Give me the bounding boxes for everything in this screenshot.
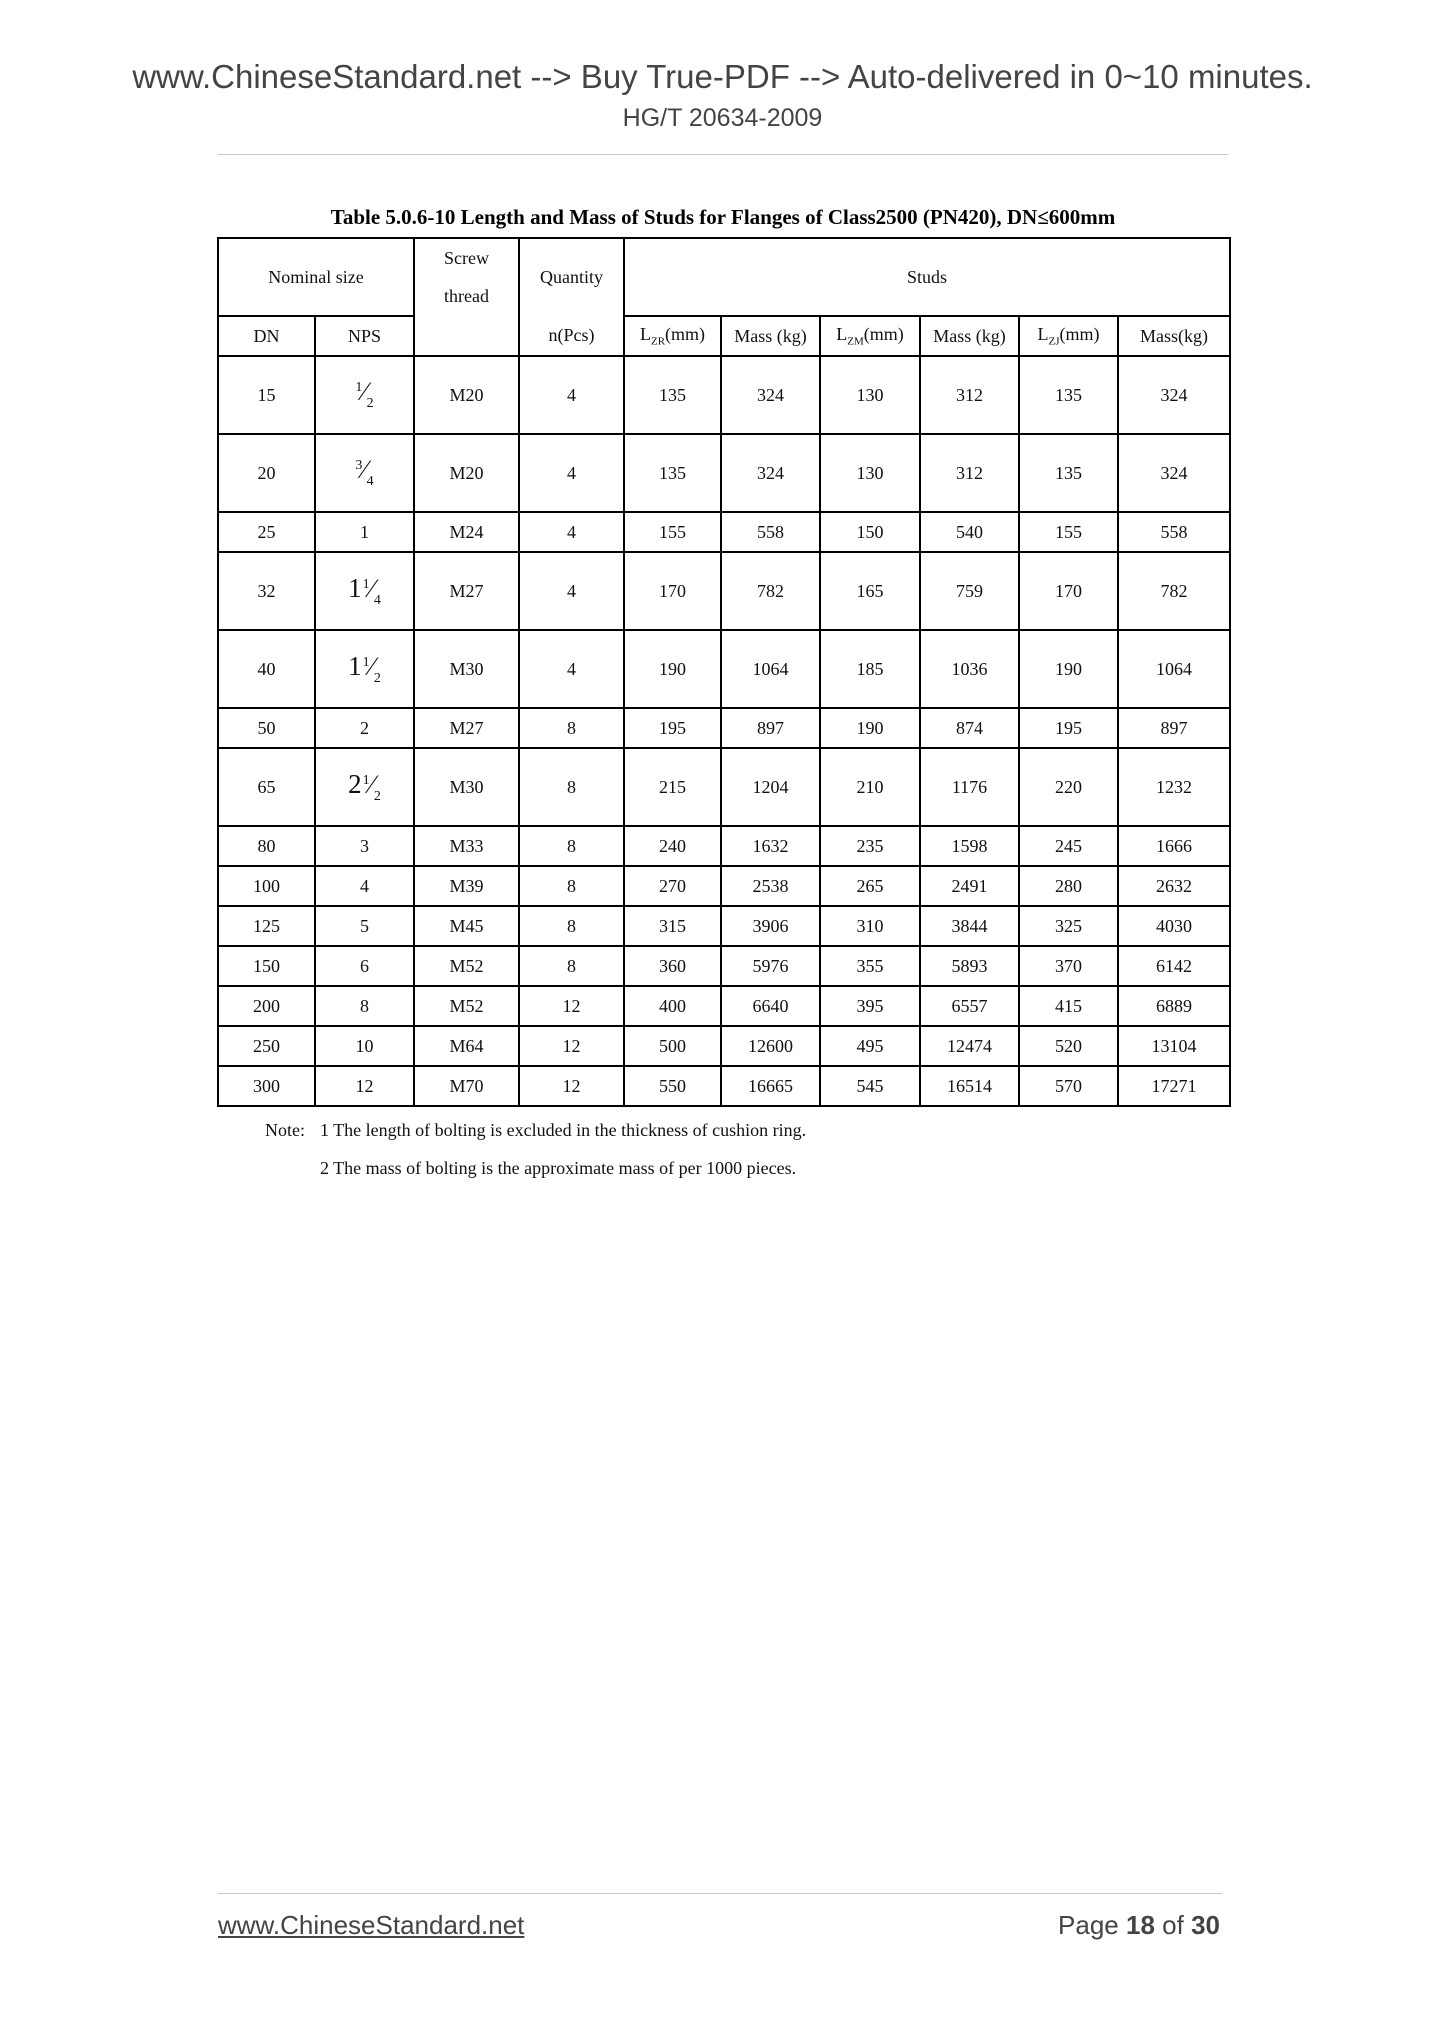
cell-lzr: 170: [624, 552, 721, 630]
cell-qty: 8: [519, 826, 624, 866]
cell-qty: 4: [519, 630, 624, 708]
cell-mass-3: 6142: [1118, 946, 1230, 986]
cell-dn: 25: [218, 512, 315, 552]
header-row-1: [218, 238, 1230, 316]
cell-nps: $1^1⁄_4$: [315, 552, 414, 630]
cell-mass-1: 324: [721, 434, 820, 512]
cell-lzm: 310: [820, 906, 920, 946]
cell-lzj: 135: [1019, 434, 1118, 512]
cell-lzj: 170: [1019, 552, 1118, 630]
cell-nps: 1: [315, 512, 414, 552]
header-lzj-unit: (mm): [1059, 324, 1100, 345]
cell-qty: 8: [519, 906, 624, 946]
page-current: 18: [1126, 1910, 1155, 1940]
header-lzr-sub: ZR: [650, 335, 666, 348]
table-row: [218, 552, 1230, 630]
cell-lzr: 315: [624, 906, 721, 946]
cell-lzj: 220: [1019, 748, 1118, 826]
nps-whole: 1: [348, 650, 362, 681]
table-row: [218, 434, 1230, 512]
cell-qty: 4: [519, 552, 624, 630]
page-total: 30: [1191, 1910, 1220, 1940]
note-1: 1 The length of bolting is excluded in the thickness of cushion ring.: [320, 1120, 807, 1140]
cell-mass-1: 3906: [721, 906, 820, 946]
cell-qty: 4: [519, 512, 624, 552]
table-row: [218, 356, 1230, 434]
cell-lzm: 235: [820, 826, 920, 866]
cell-mass-1: 2538: [721, 866, 820, 906]
cell-nps: 3: [315, 826, 414, 866]
cell-dn: 65: [218, 748, 315, 826]
header-lzj: [1019, 316, 1118, 356]
nps-denominator: 4: [366, 474, 374, 489]
cell-qty: 4: [519, 356, 624, 434]
cell-lzr: 500: [624, 1026, 721, 1066]
cell-dn: 150: [218, 946, 315, 986]
cell-dn: 40: [218, 630, 315, 708]
header-row-2: [218, 316, 1230, 356]
nps-denominator: 2: [373, 788, 381, 804]
cell-mass-2: 5893: [920, 946, 1019, 986]
cell-lzm: 210: [820, 748, 920, 826]
cell-lzj: 280: [1019, 866, 1118, 906]
nps-denominator: 4: [373, 592, 381, 608]
cell-mass-3: 324: [1118, 434, 1230, 512]
cell-lzm: 355: [820, 946, 920, 986]
cell-lzj: 135: [1019, 356, 1118, 434]
cell-thread: M45: [414, 906, 519, 946]
cell-mass-3: 13104: [1118, 1026, 1230, 1066]
cell-mass-1: 5976: [721, 946, 820, 986]
cell-nps: 12: [315, 1066, 414, 1106]
cell-mass-2: 2491: [920, 866, 1019, 906]
cell-thread: M30: [414, 748, 519, 826]
cell-lzr: 135: [624, 356, 721, 434]
cell-qty: 12: [519, 986, 624, 1026]
header-lzm-unit: (mm): [863, 324, 904, 345]
cell-mass-2: 12474: [920, 1026, 1019, 1066]
cell-dn: 15: [218, 356, 315, 434]
cell-lzj: 520: [1019, 1026, 1118, 1066]
nps-whole: 1: [348, 572, 362, 603]
header-dn: DN: [218, 316, 315, 356]
table-row: [218, 906, 1230, 946]
cell-lzj: 190: [1019, 630, 1118, 708]
cell-mass-1: 1064: [721, 630, 820, 708]
cell-qty: 12: [519, 1066, 624, 1106]
cell-lzj: 155: [1019, 512, 1118, 552]
cell-nps: $1^1⁄_2$: [315, 630, 414, 708]
cell-lzr: 270: [624, 866, 721, 906]
cell-mass-2: 16514: [920, 1066, 1019, 1106]
cell-mass-3: 324: [1118, 356, 1230, 434]
cell-dn: 125: [218, 906, 315, 946]
header-studs: Studs: [624, 238, 1230, 316]
cell-dn: 200: [218, 986, 315, 1026]
cell-nps: 2: [315, 708, 414, 748]
cell-qty: 8: [519, 946, 624, 986]
cell-qty: 12: [519, 1026, 624, 1066]
cell-lzm: 190: [820, 708, 920, 748]
nps-numerator: 3: [355, 458, 363, 473]
cell-lzm: 185: [820, 630, 920, 708]
cell-thread: M27: [414, 708, 519, 748]
note-label: Note:: [265, 1120, 305, 1140]
cell-dn: 50: [218, 708, 315, 748]
header-lzj-base: L: [1037, 324, 1049, 345]
cell-thread: M52: [414, 946, 519, 986]
cell-mass-2: 1598: [920, 826, 1019, 866]
cell-qty: 8: [519, 748, 624, 826]
header-mass-3: Mass(kg): [1118, 316, 1230, 356]
cell-mass-2: 6557: [920, 986, 1019, 1026]
cell-lzj: 415: [1019, 986, 1118, 1026]
cell-thread: M70: [414, 1066, 519, 1106]
cell-mass-2: 874: [920, 708, 1019, 748]
page-of: of: [1162, 1910, 1184, 1940]
cell-mass-1: 324: [721, 356, 820, 434]
cell-mass-2: 3844: [920, 906, 1019, 946]
cell-nps: 8: [315, 986, 414, 1026]
cell-thread: M39: [414, 866, 519, 906]
header-nominal-size: Nominal size: [218, 238, 414, 316]
cell-dn: 20: [218, 434, 315, 512]
cell-lzr: 215: [624, 748, 721, 826]
nps-numerator: 1: [362, 576, 370, 592]
cell-mass-3: 2632: [1118, 866, 1230, 906]
cell-mass-3: 1064: [1118, 630, 1230, 708]
cell-lzr: 400: [624, 986, 721, 1026]
header-screw-thread-line1: Screw: [444, 248, 489, 268]
cell-thread: M64: [414, 1026, 519, 1066]
cell-mass-3: 897: [1118, 708, 1230, 748]
cell-thread: M24: [414, 512, 519, 552]
cell-mass-2: 759: [920, 552, 1019, 630]
table-row: [218, 708, 1230, 748]
cell-dn: 300: [218, 1066, 315, 1106]
cell-mass-3: 782: [1118, 552, 1230, 630]
studs-table: [217, 237, 1231, 1107]
cell-lzm: 165: [820, 552, 920, 630]
cell-lzm: 150: [820, 512, 920, 552]
cell-lzr: 195: [624, 708, 721, 748]
cell-lzm: 130: [820, 356, 920, 434]
cell-mass-2: 312: [920, 356, 1019, 434]
cell-nps: $^3⁄_4$: [315, 434, 414, 512]
cell-thread: M30: [414, 630, 519, 708]
cell-lzj: 245: [1019, 826, 1118, 866]
header-lzr: [624, 316, 721, 356]
table-row: [218, 630, 1230, 708]
cell-mass-1: 6640: [721, 986, 820, 1026]
header-lzr-base: L: [639, 324, 651, 345]
footer-divider: [218, 1893, 1222, 1894]
footer-site-link[interactable]: www.ChineseStandard.net: [218, 1910, 525, 1940]
cell-lzm: 265: [820, 866, 920, 906]
cell-nps: $2^1⁄_2$: [315, 748, 414, 826]
table-row: [218, 866, 1230, 906]
cell-nps: 6: [315, 946, 414, 986]
cell-thread: M52: [414, 986, 519, 1026]
cell-mass-1: 1632: [721, 826, 820, 866]
note-2: 2 The mass of bolting is the approximate mass of per 1000 pieces.: [320, 1158, 797, 1178]
cell-dn: 80: [218, 826, 315, 866]
cell-dn: 250: [218, 1026, 315, 1066]
cell-mass-3: 558: [1118, 512, 1230, 552]
cell-mass-1: 16665: [721, 1066, 820, 1106]
cell-qty: 8: [519, 708, 624, 748]
cell-lzj: 570: [1019, 1066, 1118, 1106]
table-title: Table 5.0.6-10 Length and Mass of Studs for Flanges of Class2500 (PN420), DN≤600mm: [330, 205, 1116, 229]
cell-mass-2: 1036: [920, 630, 1019, 708]
cell-nps: $^1⁄_2$: [315, 356, 414, 434]
header-n-pcs: n(Pcs): [519, 316, 624, 356]
cell-lzr: 155: [624, 512, 721, 552]
cell-lzj: 370: [1019, 946, 1118, 986]
cell-thread: M27: [414, 552, 519, 630]
cell-lzr: 190: [624, 630, 721, 708]
header-divider: [218, 154, 1228, 155]
page-word: Page: [1058, 1910, 1119, 1940]
nps-denominator: 2: [373, 670, 381, 686]
cell-thread: M20: [414, 356, 519, 434]
header-mass-2: Mass (kg): [920, 316, 1019, 356]
header-lzj-sub: ZJ: [1048, 335, 1060, 348]
cell-qty: 8: [519, 866, 624, 906]
cell-mass-3: 17271: [1118, 1066, 1230, 1106]
standard-code: HG/T 20634-2009: [622, 104, 823, 132]
cell-mass-1: 558: [721, 512, 820, 552]
cell-nps: 5: [315, 906, 414, 946]
page-indicator: [1050, 1910, 1220, 1941]
cell-lzr: 550: [624, 1066, 721, 1106]
table-row: [218, 986, 1230, 1026]
table-row: [218, 1066, 1230, 1106]
cell-nps: 10: [315, 1026, 414, 1066]
cell-mass-2: 312: [920, 434, 1019, 512]
nps-whole: 2: [348, 768, 362, 799]
cell-dn: 100: [218, 866, 315, 906]
cell-mass-3: 1666: [1118, 826, 1230, 866]
cell-thread: M33: [414, 826, 519, 866]
cell-mass-1: 1204: [721, 748, 820, 826]
header-nps: NPS: [315, 316, 414, 356]
header-lzr-unit: (mm): [665, 324, 706, 345]
cell-lzr: 240: [624, 826, 721, 866]
cell-mass-1: 897: [721, 708, 820, 748]
cell-lzj: 195: [1019, 708, 1118, 748]
nps-numerator: 1: [355, 380, 363, 395]
cell-lzm: 545: [820, 1066, 920, 1106]
cell-mass-3: 4030: [1118, 906, 1230, 946]
header-screw-thread-line2: thread: [444, 286, 489, 306]
cell-lzm: 130: [820, 434, 920, 512]
cell-lzm: 495: [820, 1026, 920, 1066]
table-row: [218, 946, 1230, 986]
nps-numerator: 1: [362, 772, 370, 788]
cell-lzr: 135: [624, 434, 721, 512]
cell-mass-3: 1232: [1118, 748, 1230, 826]
table-row: [218, 748, 1230, 826]
cell-dn: 32: [218, 552, 315, 630]
header-lzm-base: L: [836, 324, 848, 345]
table-row: [218, 1026, 1230, 1066]
header-banner[interactable]: www.ChineseStandard.net --> Buy True-PDF --> Auto-delivered in 0~10 minutes.: [132, 58, 1313, 95]
cell-mass-2: 1176: [920, 748, 1019, 826]
cell-thread: M20: [414, 434, 519, 512]
cell-mass-1: 12600: [721, 1026, 820, 1066]
cell-mass-1: 782: [721, 552, 820, 630]
cell-lzm: 395: [820, 986, 920, 1026]
cell-nps: 4: [315, 866, 414, 906]
nps-denominator: 2: [366, 396, 374, 411]
table-row: [218, 512, 1230, 552]
cell-qty: 4: [519, 434, 624, 512]
header-quantity: Quantity: [519, 238, 624, 316]
header-screw-thread: [414, 238, 519, 356]
nps-numerator: 1: [362, 654, 370, 670]
table-row: [218, 826, 1230, 866]
cell-lzr: 360: [624, 946, 721, 986]
header-lzm: [820, 316, 920, 356]
cell-mass-3: 6889: [1118, 986, 1230, 1026]
header-mass-1: Mass (kg): [721, 316, 820, 356]
cell-lzj: 325: [1019, 906, 1118, 946]
cell-mass-2: 540: [920, 512, 1019, 552]
header-lzm-sub: ZM: [847, 335, 864, 348]
